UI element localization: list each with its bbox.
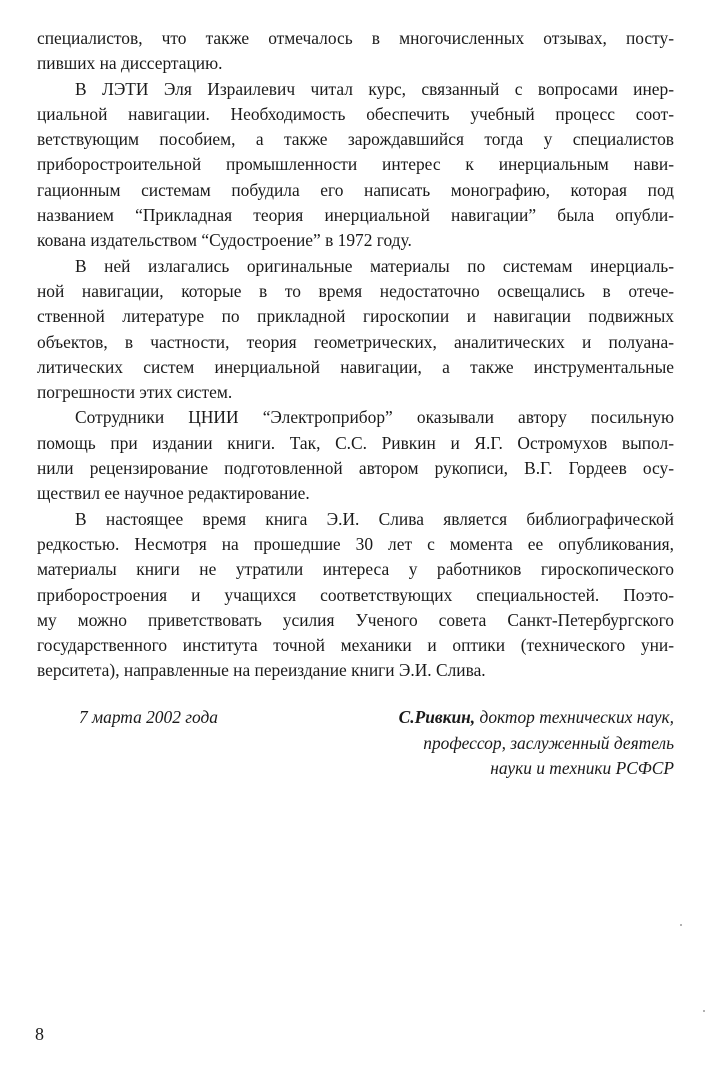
text-line: ществил ее научное редактирование.	[37, 483, 310, 504]
text-line: ной навигации, которые в то время недостаточно освещались в отече-	[37, 280, 674, 301]
text-line: нили рецензирование подготовленной автором рукописи, В.Г. Гордеев осу-	[37, 458, 674, 479]
author-name: С.Ривкин,	[398, 707, 476, 727]
text-line: государственного института точной механики и оптики (технического уни-	[37, 635, 674, 656]
text-line: В ней излагались оригинальные материалы по системам инерциаль-	[75, 255, 674, 276]
body-text	[37, 26, 674, 684]
text-line: названием “Прикладная теория инерциальной навигации” была опубли-	[37, 205, 674, 226]
text-line: Сотрудники ЦНИИ “Электроприбор” оказывали автору посильную	[75, 407, 674, 428]
text-line: ственной литературе по прикладной гироскопии и навигации подвижных	[37, 306, 674, 327]
text-line: В ЛЭТИ Эля Израилевич читал курс, связанный с вопросами инер-	[75, 78, 674, 99]
text-line: приборостроения и учащихся соответствующих специальностей. Поэто-	[37, 584, 674, 605]
author-line-1	[399, 705, 674, 731]
text-line: редкостью. Несмотря на прошедшие 30 лет с момента ее опубликования,	[37, 533, 674, 554]
paragraph-1	[37, 26, 674, 77]
page-number: 8	[35, 1024, 44, 1044]
text-line: циальной навигации. Необходимость обеспечить учебный процесс соот-	[37, 103, 674, 124]
text-line: объектов, в частности, теория геометрических, аналитических и полуана-	[37, 331, 674, 352]
author-title-line: профессор, заслуженный деятель	[423, 732, 674, 753]
text-line: ветствующим пособием, а также зарождавшийся тогда у специалистов	[37, 129, 674, 150]
text-line: верситета), направленные на переиздание книги Э.И. Слива.	[37, 660, 486, 681]
author-title-line: доктор технических наук,	[479, 707, 674, 727]
text-line: му можно приветствовать усилия Ученого совета Санкт-Петербургского	[37, 609, 674, 630]
scan-speck	[703, 1010, 705, 1012]
text-line: гационным системам побудила его написать монографию, которая под	[37, 179, 674, 200]
text-line: погрешности этих систем.	[37, 382, 233, 403]
signature-author	[399, 705, 674, 782]
paragraph-5	[37, 507, 674, 684]
author-title-line: науки и техники РСФСР	[490, 758, 674, 778]
text-line: кована издательством “Судостроение” в 1972 году.	[37, 230, 412, 251]
text-line: пивших на диссертацию.	[37, 53, 223, 74]
text-line: литических систем инерциальной навигации, а также инструментальные	[37, 356, 674, 377]
paragraph-2	[37, 77, 674, 254]
paragraph-4	[37, 405, 674, 506]
text-line: помощь при издании книги. Так, С.С. Ривкин и Я.Г. Остромухов выпол-	[37, 432, 674, 453]
scan-speck	[680, 924, 682, 926]
text-line: В настоящее время книга Э.И. Слива является библиографической	[75, 508, 674, 529]
text-line: приборостроительной промышленности интерес к инерциальным нави-	[37, 154, 674, 175]
signature-date: 7 марта 2002 года	[79, 707, 218, 727]
text-line: специалистов, что также отмечалось в многочисленных отзывах, посту-	[37, 28, 674, 48]
paragraph-3	[37, 254, 674, 406]
text-line: материалы книги не утратили интереса у работников гироскопического	[37, 559, 674, 580]
